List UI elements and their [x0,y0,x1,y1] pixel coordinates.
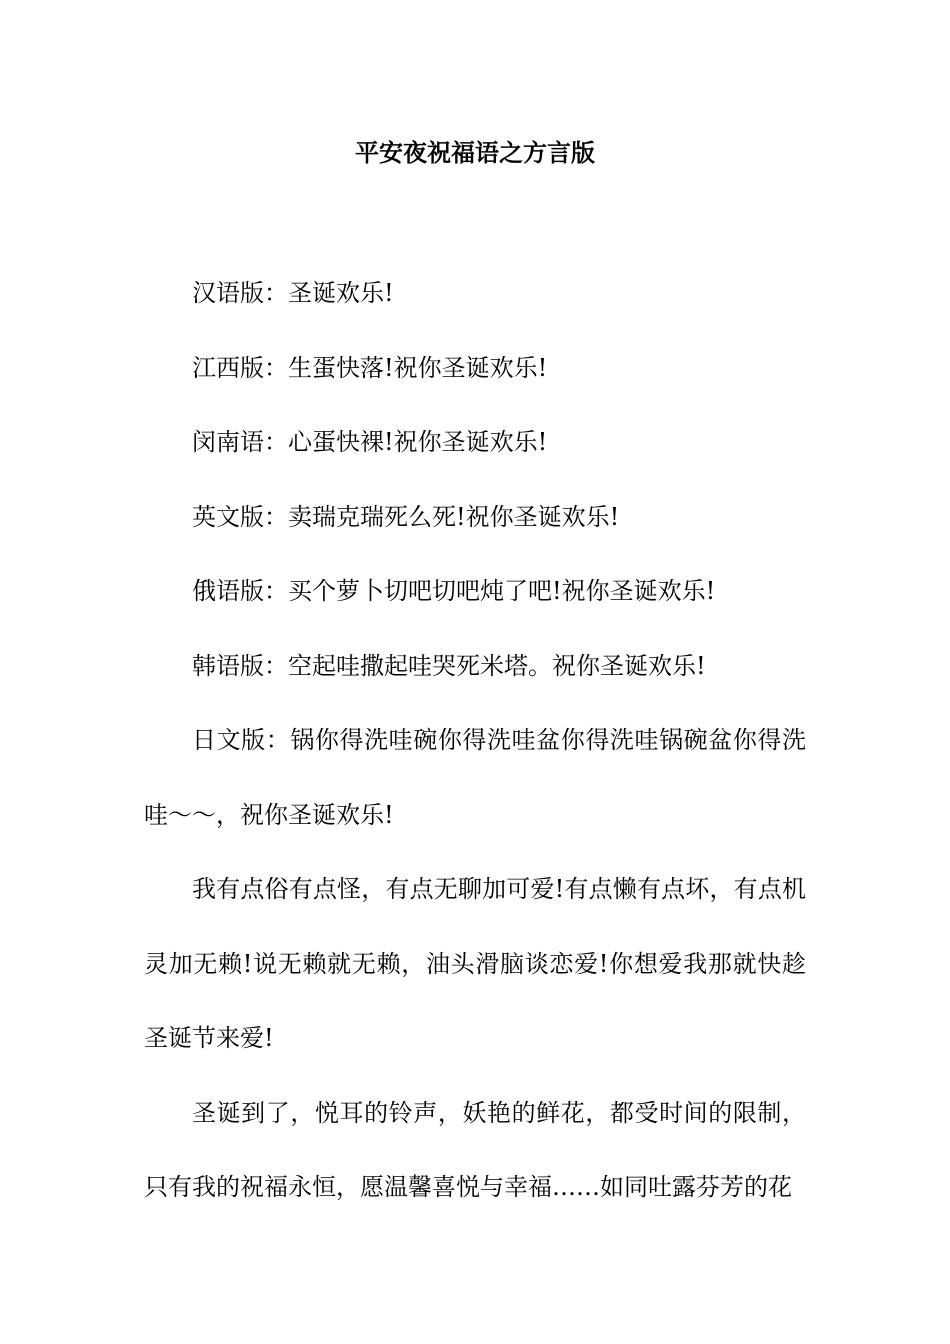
paragraph-english: 英文版：卖瑞克瑞死么死!祝你圣诞欢乐! [192,502,620,531]
paragraph-japanese: 日文版：锅你得洗哇碗你得洗哇盆你得洗哇锅碗盆你得洗哇～～，祝你圣诞欢乐! [144,726,806,829]
paragraph-minnan: 闵南语：心蛋快裸!祝你圣诞欢乐! [192,428,548,456]
document-title: 平安夜祝福语之方言版 [355,138,595,167]
paragraph-korean: 韩语版：空起哇撒起哇哭死米塔。祝你圣诞欢乐! [192,651,706,680]
paragraph-russian: 俄语版：买个萝卜切吧切吧炖了吧!祝你圣诞欢乐! [192,577,716,605]
paragraph-jiangxi: 江西版：生蛋快落!祝你圣诞欢乐! [192,353,548,382]
paragraph-poem-1: 我有点俗有点怪，有点无聊加可爱!有点懒有点坏，有点机灵加无赖!说无赖就无赖，油头滑脑谈恋爱!你想爱我那就快趁圣诞节来爱! [144,875,806,1052]
paragraph-mandarin: 汉语版：圣诞欢乐! [192,279,394,307]
paragraph-poem-2: 圣诞到了，悦耳的铃声，妖艳的鲜花，都受时间的限制，只有我的祝福永恒，愿温馨喜悦与幸福……如同吐露芬芳的花 [144,1098,806,1201]
document-body [144,256,806,1225]
